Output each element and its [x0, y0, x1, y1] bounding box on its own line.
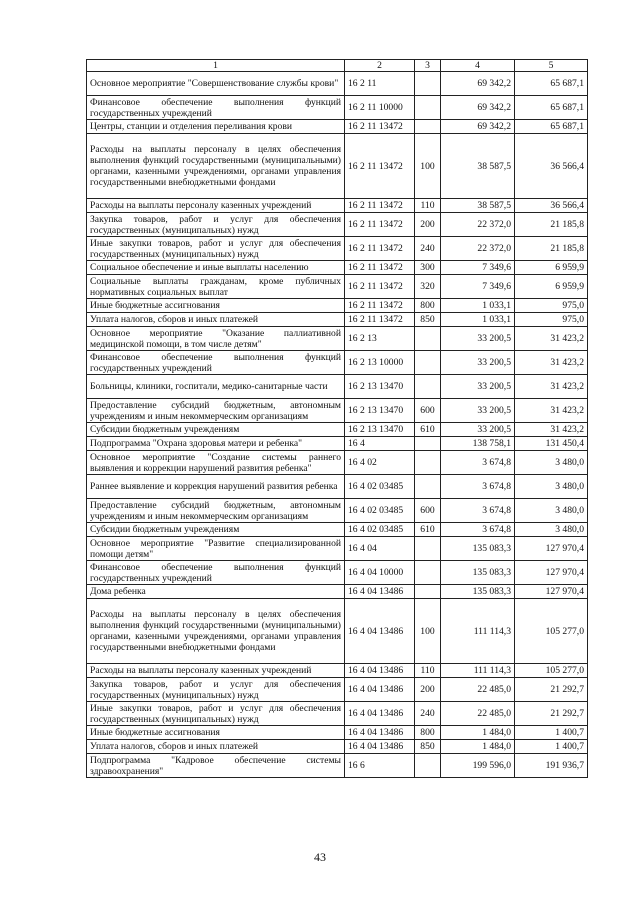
row-value-5: 65 687,1 [515, 72, 588, 96]
table-row [87, 585, 588, 599]
row-value-4: 22 372,0 [441, 213, 515, 237]
row-vr [415, 537, 441, 561]
row-value-5: 1 400,7 [515, 726, 588, 740]
row-vr: 100 [415, 134, 441, 199]
row-value-4: 138 758,1 [441, 437, 515, 451]
table-body [87, 72, 588, 778]
table-row [87, 451, 588, 475]
row-vr: 110 [415, 199, 441, 213]
row-value-4: 33 200,5 [441, 423, 515, 437]
row-name: Уплата налогов, сборов и иных платежей [87, 740, 345, 754]
row-value-5: 3 480,0 [515, 475, 588, 499]
row-value-5: 31 423,2 [515, 327, 588, 351]
row-name: Иные закупки товаров, работ и услуг для обеспечения государственных (муниципальных) нужд [87, 702, 345, 726]
row-vr [415, 437, 441, 451]
row-vr: 610 [415, 423, 441, 437]
table-row [87, 726, 588, 740]
row-name: Уплата налогов, сборов и иных платежей [87, 313, 345, 327]
row-value-4: 3 674,8 [441, 475, 515, 499]
row-value-5: 131 450,4 [515, 437, 588, 451]
row-value-5: 127 970,4 [515, 537, 588, 561]
row-name: Финансовое обеспечение выполнения функций государственных учреждений [87, 351, 345, 375]
row-code: 16 2 13 [345, 327, 415, 351]
row-vr: 300 [415, 261, 441, 275]
row-value-4: 22 485,0 [441, 702, 515, 726]
row-value-5: 65 687,1 [515, 96, 588, 120]
row-value-4: 33 200,5 [441, 399, 515, 423]
row-code: 16 4 02 03485 [345, 523, 415, 537]
table-row [87, 327, 588, 351]
row-value-5: 21 185,8 [515, 213, 588, 237]
row-name: Дома ребенка [87, 585, 345, 599]
table-row [87, 299, 588, 313]
table-row [87, 740, 588, 754]
table-header-row [87, 60, 588, 72]
row-code: 16 4 04 13486 [345, 740, 415, 754]
row-vr: 850 [415, 740, 441, 754]
row-name: Субсидии бюджетным учреждениям [87, 423, 345, 437]
row-value-5: 21 185,8 [515, 237, 588, 261]
row-code: 16 4 02 03485 [345, 475, 415, 499]
row-value-5: 31 423,2 [515, 351, 588, 375]
row-vr [415, 72, 441, 96]
table-row [87, 120, 588, 134]
row-value-4: 199 596,0 [441, 754, 515, 778]
row-name: Расходы на выплаты персоналу казенных учреждений [87, 664, 345, 678]
row-code: 16 2 11 13472 [345, 213, 415, 237]
row-value-5: 6 959,9 [515, 275, 588, 299]
row-vr [415, 475, 441, 499]
row-code: 16 2 11 [345, 72, 415, 96]
row-value-4: 1 033,1 [441, 313, 515, 327]
row-name: Расходы на выплаты персоналу в целях обеспечения выполнения функций государственными (муниципальными) органами, казенными учреждениями, органами управления государственными внебюджетными фондами [87, 134, 345, 199]
row-value-4: 38 587,5 [441, 134, 515, 199]
row-name: Предоставление субсидий бюджетным, автономным учреждениям и иным некоммерческим организациям [87, 399, 345, 423]
table-row [87, 423, 588, 437]
header-col-5: 5 [515, 60, 588, 72]
row-value-4: 135 083,3 [441, 537, 515, 561]
row-value-4: 135 083,3 [441, 561, 515, 585]
row-value-5: 191 936,7 [515, 754, 588, 778]
table-row [87, 275, 588, 299]
row-code: 16 2 11 13472 [345, 120, 415, 134]
row-name: Субсидии бюджетным учреждениям [87, 523, 345, 537]
table-row [87, 351, 588, 375]
header-col-4: 4 [441, 60, 515, 72]
row-value-4: 111 114,3 [441, 599, 515, 664]
table-row [87, 599, 588, 664]
row-code: 16 4 02 03485 [345, 499, 415, 523]
row-code: 16 2 11 10000 [345, 96, 415, 120]
row-value-4: 111 114,3 [441, 664, 515, 678]
row-value-5: 21 292,7 [515, 702, 588, 726]
row-code: 16 4 04 13486 [345, 726, 415, 740]
row-name: Финансовое обеспечение выполнения функций государственных учреждений [87, 96, 345, 120]
row-value-5: 31 423,2 [515, 375, 588, 399]
row-value-4: 7 349,6 [441, 261, 515, 275]
row-vr: 600 [415, 399, 441, 423]
row-code: 16 2 13 13470 [345, 423, 415, 437]
row-name: Иные закупки товаров, работ и услуг для обеспечения государственных (муниципальных) нужд [87, 237, 345, 261]
table-row [87, 537, 588, 561]
row-value-4: 69 342,2 [441, 120, 515, 134]
table-row [87, 754, 588, 778]
row-value-4: 1 033,1 [441, 299, 515, 313]
row-value-4: 3 674,8 [441, 451, 515, 475]
row-vr [415, 120, 441, 134]
table-row [87, 399, 588, 423]
row-value-5: 127 970,4 [515, 561, 588, 585]
budget-table [86, 59, 588, 778]
row-value-5: 3 480,0 [515, 523, 588, 537]
row-name: Основное мероприятие "Оказание паллиативной медицинской помощи, в том числе детям" [87, 327, 345, 351]
row-value-4: 3 674,8 [441, 499, 515, 523]
row-code: 16 2 11 13472 [345, 313, 415, 327]
table-row [87, 702, 588, 726]
row-value-5: 65 687,1 [515, 120, 588, 134]
row-vr [415, 451, 441, 475]
row-value-5: 105 277,0 [515, 664, 588, 678]
row-vr: 850 [415, 313, 441, 327]
table-row [87, 437, 588, 451]
table-row [87, 237, 588, 261]
table-row [87, 199, 588, 213]
row-value-4: 22 485,0 [441, 678, 515, 702]
row-value-4: 22 372,0 [441, 237, 515, 261]
row-code: 16 4 04 13486 [345, 599, 415, 664]
row-code: 16 4 02 [345, 451, 415, 475]
row-code: 16 2 11 13472 [345, 275, 415, 299]
row-name: Закупка товаров, работ и услуг для обеспечения государственных (муниципальных) нужд [87, 213, 345, 237]
row-code: 16 2 13 13470 [345, 375, 415, 399]
table-row [87, 72, 588, 96]
row-name: Основное мероприятие "Совершенствование службы крови" [87, 72, 345, 96]
row-name: Основное мероприятие "Развитие специализированной помощи детям" [87, 537, 345, 561]
row-value-4: 33 200,5 [441, 351, 515, 375]
row-name: Подпрограмма "Охрана здоровья матери и ребенка" [87, 437, 345, 451]
row-value-4: 135 083,3 [441, 585, 515, 599]
row-value-5: 31 423,2 [515, 423, 588, 437]
row-value-5: 36 566,4 [515, 199, 588, 213]
row-vr [415, 561, 441, 585]
row-name: Подпрограмма "Кадровое обеспечение системы здравоохранения" [87, 754, 345, 778]
row-vr: 610 [415, 523, 441, 537]
row-value-4: 3 674,8 [441, 523, 515, 537]
row-value-4: 69 342,2 [441, 96, 515, 120]
row-value-5: 3 480,0 [515, 451, 588, 475]
table-row [87, 375, 588, 399]
row-vr [415, 351, 441, 375]
table-row [87, 678, 588, 702]
row-value-4: 33 200,5 [441, 327, 515, 351]
row-value-4: 69 342,2 [441, 72, 515, 96]
row-value-5: 36 566,4 [515, 134, 588, 199]
row-name: Социальное обеспечение и иные выплаты населению [87, 261, 345, 275]
row-value-5: 31 423,2 [515, 399, 588, 423]
row-code: 16 4 04 13486 [345, 585, 415, 599]
row-name: Закупка товаров, работ и услуг для обеспечения государственных (муниципальных) нужд [87, 678, 345, 702]
row-name: Иные бюджетные ассигнования [87, 726, 345, 740]
table-row [87, 664, 588, 678]
row-value-5: 975,0 [515, 299, 588, 313]
row-code: 16 2 11 13472 [345, 134, 415, 199]
row-name: Социальные выплаты гражданам, кроме публичных нормативных социальных выплат [87, 275, 345, 299]
table-row [87, 261, 588, 275]
row-code: 16 2 11 13472 [345, 199, 415, 213]
row-vr: 110 [415, 664, 441, 678]
row-code: 16 4 [345, 437, 415, 451]
row-code: 16 4 04 [345, 537, 415, 561]
row-value-5: 127 970,4 [515, 585, 588, 599]
row-name: Центры, станции и отделения переливания крови [87, 120, 345, 134]
row-value-5: 6 959,9 [515, 261, 588, 275]
row-value-4: 7 349,6 [441, 275, 515, 299]
table-row [87, 96, 588, 120]
row-name: Больницы, клиники, госпитали, медико-санитарные части [87, 375, 345, 399]
row-value-5: 3 480,0 [515, 499, 588, 523]
row-code: 16 4 04 13486 [345, 678, 415, 702]
row-name: Основное мероприятие "Создание системы раннего выявления и коррекции нарушений развития ребенка" [87, 451, 345, 475]
row-value-4: 33 200,5 [441, 375, 515, 399]
header-col-3: 3 [415, 60, 441, 72]
row-code: 16 4 04 10000 [345, 561, 415, 585]
row-code: 16 2 13 10000 [345, 351, 415, 375]
row-vr: 200 [415, 213, 441, 237]
row-name: Раннее выявление и коррекция нарушений развития ребенка [87, 475, 345, 499]
page-number: 43 [314, 850, 326, 864]
row-name: Иные бюджетные ассигнования [87, 299, 345, 313]
row-value-4: 1 484,0 [441, 726, 515, 740]
row-vr [415, 585, 441, 599]
header-col-2: 2 [345, 60, 415, 72]
table-row [87, 523, 588, 537]
row-name: Финансовое обеспечение выполнения функций государственных учреждений [87, 561, 345, 585]
row-vr: 800 [415, 726, 441, 740]
row-name: Предоставление субсидий бюджетным, автономным учреждениям и иным некоммерческим организациям [87, 499, 345, 523]
row-code: 16 4 04 13486 [345, 664, 415, 678]
table-row [87, 134, 588, 199]
row-vr: 240 [415, 702, 441, 726]
row-code: 16 6 [345, 754, 415, 778]
row-value-4: 1 484,0 [441, 740, 515, 754]
row-vr: 800 [415, 299, 441, 313]
row-value-4: 38 587,5 [441, 199, 515, 213]
table-row [87, 499, 588, 523]
row-code: 16 4 04 13486 [345, 702, 415, 726]
row-vr [415, 375, 441, 399]
row-code: 16 2 11 13472 [345, 261, 415, 275]
row-code: 16 2 11 13472 [345, 299, 415, 313]
table-row [87, 561, 588, 585]
row-vr [415, 96, 441, 120]
row-vr: 200 [415, 678, 441, 702]
row-name: Расходы на выплаты персоналу в целях обеспечения выполнения функций государственными (муниципальными) органами, казенными учреждениями, органами управления государственными внебюджетными фондами [87, 599, 345, 664]
row-value-5: 975,0 [515, 313, 588, 327]
row-vr [415, 327, 441, 351]
row-value-5: 21 292,7 [515, 678, 588, 702]
row-vr: 240 [415, 237, 441, 261]
row-vr [415, 754, 441, 778]
row-value-5: 105 277,0 [515, 599, 588, 664]
table-row [87, 213, 588, 237]
row-vr: 100 [415, 599, 441, 664]
row-value-5: 1 400,7 [515, 740, 588, 754]
header-col-1: 1 [87, 60, 345, 72]
row-code: 16 2 11 13472 [345, 237, 415, 261]
table-row [87, 313, 588, 327]
row-vr: 320 [415, 275, 441, 299]
table-row [87, 475, 588, 499]
row-vr: 600 [415, 499, 441, 523]
row-name: Расходы на выплаты персоналу казенных учреждений [87, 199, 345, 213]
row-code: 16 2 13 13470 [345, 399, 415, 423]
